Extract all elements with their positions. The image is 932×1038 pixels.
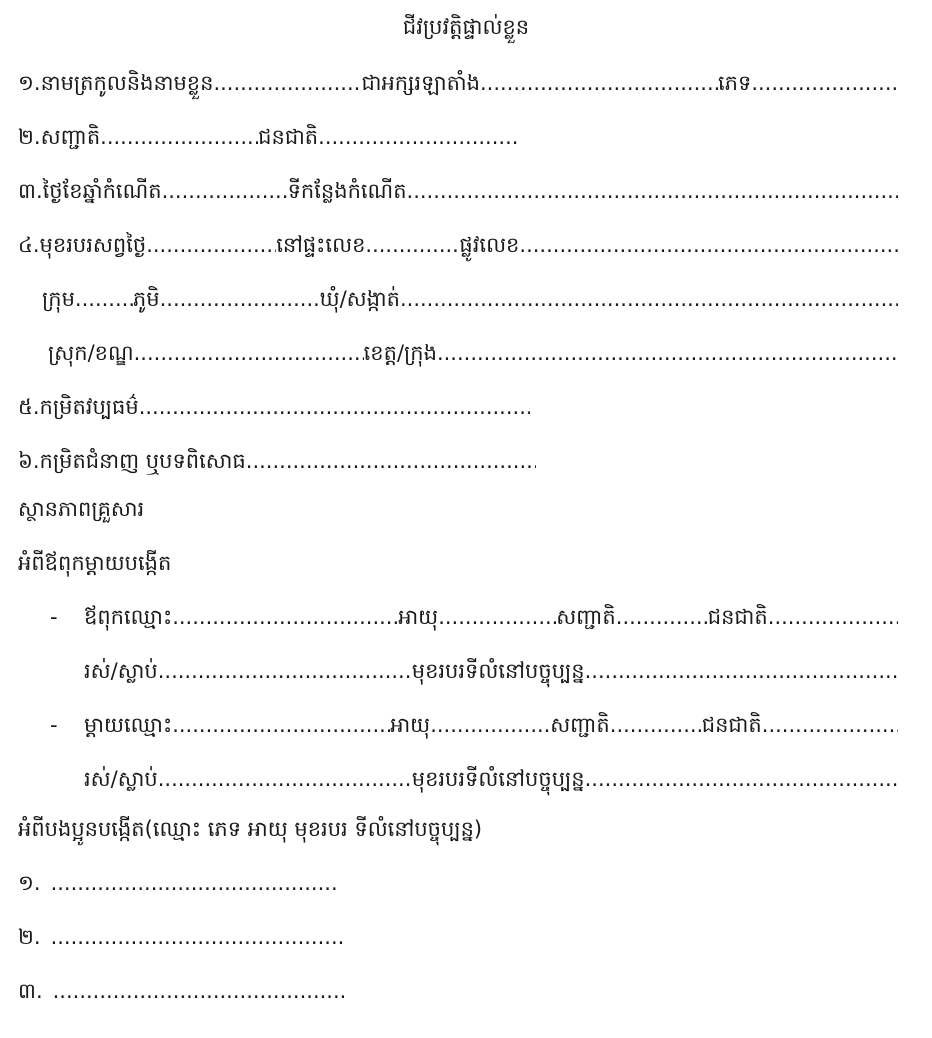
label-sibling-3: ៣.: [18, 979, 43, 1003]
row-sibling-1: [18, 870, 336, 904]
label-education: ៥.កម្រិតវប្បធម៌: [18, 395, 139, 419]
field-latin-name[interactable]: [480, 71, 718, 95]
field-mother-name[interactable]: [172, 713, 390, 737]
field-mother-job-address[interactable]: [585, 767, 898, 791]
form-title: ជីវប្រវត្តិផ្ទាល់ខ្លួន: [402, 15, 530, 39]
label-full-name: ១.នាមត្រកូលនិងនាមខ្លួន: [18, 71, 214, 95]
row-sibling-2: [18, 924, 344, 958]
row-birth: [18, 178, 898, 212]
row-education: [18, 394, 530, 428]
field-mother-ethnicity[interactable]: [762, 713, 898, 737]
field-father-ethnicity[interactable]: [768, 605, 898, 629]
row-name: [18, 70, 898, 104]
field-father-status[interactable]: [158, 659, 412, 683]
label-father-age: អាយុ: [398, 605, 439, 629]
label-house-number: នៅផ្ទះលេខ: [276, 233, 366, 257]
label-mother-name: ម្ដាយឈ្មោះ: [84, 713, 173, 737]
field-commune[interactable]: [400, 287, 898, 311]
label-group: ក្រុម: [42, 287, 75, 311]
label-mother-ethnicity: ជនជាតិ: [701, 713, 762, 737]
field-father-nationality[interactable]: [616, 605, 708, 629]
row-sibling-3: [18, 978, 344, 1012]
field-street-number[interactable]: [519, 233, 898, 257]
row-address-2: [42, 286, 898, 320]
field-mother-nationality[interactable]: [610, 713, 702, 737]
field-mother-age[interactable]: [430, 713, 550, 737]
field-province[interactable]: [437, 341, 898, 365]
parents-heading: អំពីឪពុកម្ដាយបង្កើត: [18, 551, 172, 575]
label-district: ស្រុក/ខណ្ឌ: [48, 341, 134, 365]
label-father-name: ឪពុកឈ្មោះ: [84, 605, 173, 629]
family-heading: ស្ថានភាពគ្រួសារ: [18, 497, 145, 521]
label-mother-age: អាយុ: [390, 713, 431, 737]
siblings-heading: អំពីបងប្អូនបង្កើត(ឈ្មោះ ភេទ អាយុ មុខរបរ ទីលំនៅបច្ចុប្បន្ន): [18, 817, 483, 841]
row-address-1: [18, 232, 898, 266]
label-nationality: ២.សញ្ជាតិ: [18, 125, 101, 149]
field-father-age[interactable]: [438, 605, 556, 629]
field-nationality[interactable]: [100, 125, 258, 149]
mother-dash: -: [50, 713, 58, 737]
row-father-2: [84, 658, 898, 692]
label-pob: ទីកន្លែងកំណើត: [287, 179, 407, 203]
field-house-number[interactable]: [365, 233, 459, 257]
label-father-nationality: សញ្ជាតិ: [556, 605, 616, 629]
label-province: ខេត្ត/ក្រុង: [363, 341, 437, 365]
row-nationality: [18, 124, 518, 158]
row-mother-1: [50, 712, 898, 746]
label-latin-name: ជាអក្សរឡាតាំង: [361, 71, 480, 95]
label-sex: ភេទ: [718, 71, 752, 95]
field-ethnicity[interactable]: [318, 125, 518, 149]
label-occupation: ៤.មុខរបរសព្វថ្ងៃ: [18, 233, 147, 257]
father-dash: -: [50, 605, 58, 629]
label-dob: ៣.ថ្ងៃខែឆ្នាំកំណើត: [18, 179, 162, 203]
label-ethnicity: ជនជាតិ: [258, 125, 319, 149]
field-sibling-1[interactable]: [51, 871, 336, 895]
label-village: ភូមិ: [132, 287, 160, 311]
field-pob[interactable]: [407, 179, 898, 203]
field-father-job-address[interactable]: [585, 659, 898, 683]
label-skill: ៦.កម្រិតជំនាញ ឬបទពិសោធ: [18, 449, 246, 473]
field-full-name[interactable]: [213, 71, 361, 95]
row-mother-2: [84, 766, 898, 800]
row-address-3: [48, 340, 898, 374]
field-district[interactable]: [134, 341, 364, 365]
label-commune: ឃុំ/សង្កាត់: [319, 287, 400, 311]
label-father-ethnicity: ជនជាតិ: [707, 605, 768, 629]
field-dob[interactable]: [162, 179, 288, 203]
field-sibling-2[interactable]: [51, 925, 344, 949]
field-sibling-3[interactable]: [53, 979, 344, 1003]
field-mother-status[interactable]: [158, 767, 412, 791]
field-education[interactable]: [139, 395, 530, 419]
field-sex[interactable]: [751, 71, 898, 95]
label-mother-job-address: មុខរបរទីលំនៅបច្ចុប្បន្ន: [411, 767, 585, 791]
label-mother-status: រស់/ស្លាប់: [84, 767, 158, 791]
label-street-number: ផ្លូវលេខ: [459, 233, 520, 257]
row-father-1: [50, 604, 898, 638]
field-village[interactable]: [160, 287, 320, 311]
label-sibling-2: ២.: [18, 925, 41, 949]
field-father-name[interactable]: [172, 605, 398, 629]
label-mother-nationality: សញ្ជាតិ: [550, 713, 610, 737]
field-group[interactable]: [75, 287, 133, 311]
label-father-job-address: មុខរបរទីលំនៅបច្ចុប្បន្ន: [411, 659, 585, 683]
field-skill[interactable]: [246, 449, 536, 473]
field-occupation[interactable]: [146, 233, 276, 257]
label-sibling-1: ១.: [18, 871, 41, 895]
row-skill: [18, 448, 536, 482]
label-father-status: រស់/ស្លាប់: [84, 659, 158, 683]
